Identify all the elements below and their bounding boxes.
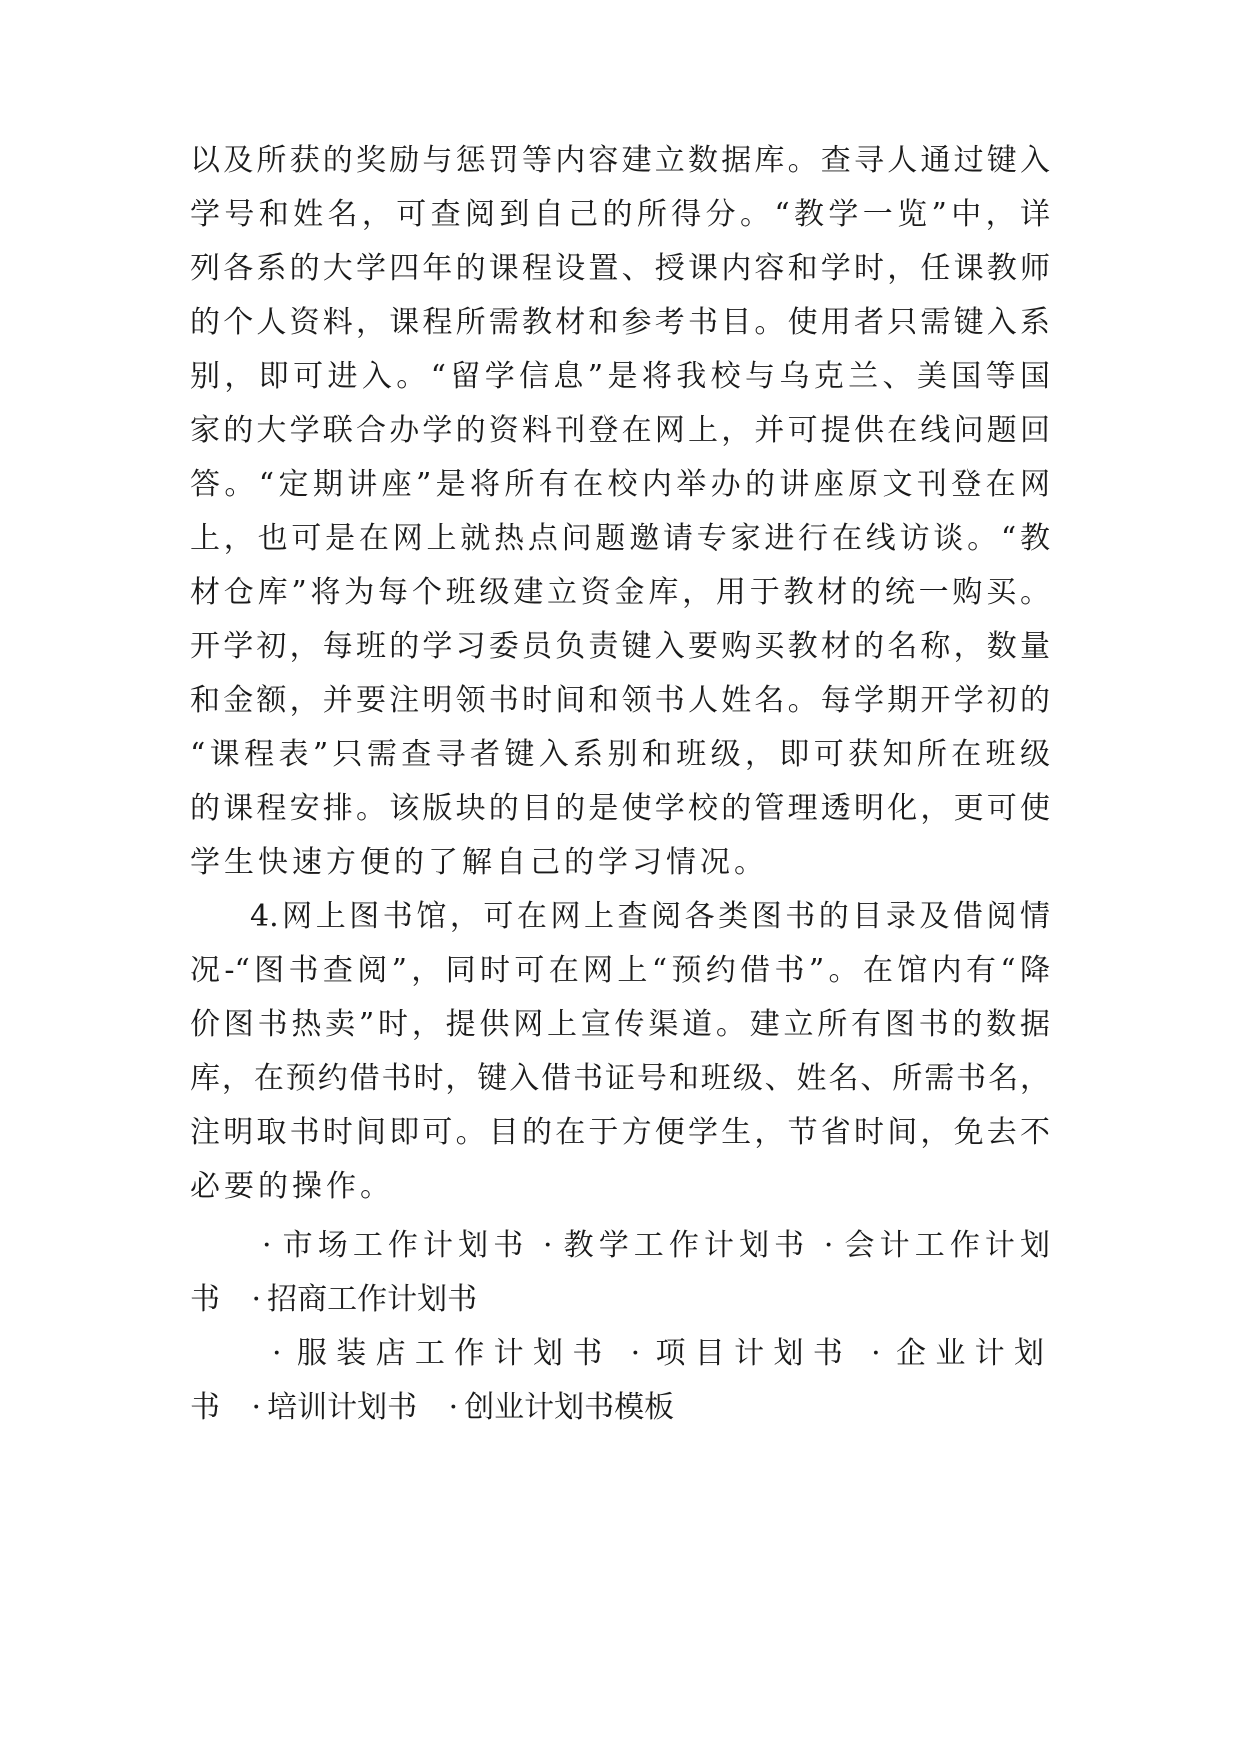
related-links-row [272, 1334, 1050, 1374]
related-link[interactable] [631, 1336, 853, 1371]
bullet: · [823, 1228, 834, 1263]
link-label: 招商工作计划书 [267, 1282, 478, 1317]
link-label: 会计工作计划 [839, 1228, 1051, 1263]
paragraph-line: 库，在预约借书时，键入借书证号和班级、姓名、所需书名， [190, 1061, 1050, 1096]
paragraph-line: 列各系的大学四年的课程设置、授课内容和学时，任课教师 [190, 251, 1050, 286]
paragraph-line: 必要的操作。 [190, 1169, 394, 1204]
paragraph-line: 注明取书时间即可。目的在于方便学生，节省时间，免去不 [190, 1115, 1050, 1150]
paragraph-line: 别，即可进入。“留学信息”是将我校与乌克兰、美国等国 [190, 359, 1050, 394]
paragraph-line: 的个人资料，课程所需教材和参考书目。使用者只需键入系 [190, 305, 1050, 340]
link-label: 创业计划书模板 [464, 1390, 675, 1425]
bullet: · [871, 1336, 887, 1371]
bullet: · [272, 1336, 288, 1371]
paragraph-line: 和金额，并要注明领书时间和领书人姓名。每学期开学初的 [190, 683, 1050, 718]
link-label: 服装店工作计划书 [293, 1336, 612, 1371]
link-label: 项目计划书 [652, 1336, 853, 1371]
link-label: 市场工作计划书 [277, 1228, 529, 1263]
related-link[interactable] [449, 1390, 675, 1425]
related-link[interactable] [272, 1336, 612, 1371]
related-link[interactable] [824, 1228, 1050, 1263]
link-label: 培训计划书 [267, 1390, 418, 1425]
related-link-continuation[interactable]: 书 [190, 1282, 220, 1317]
related-link[interactable] [252, 1282, 478, 1317]
paragraph-line: 4.网上图书馆，可在网上查阅各类图书的目录及借阅情 [250, 899, 1050, 934]
related-link-continuation[interactable]: 书 [190, 1390, 220, 1425]
paragraph-line: 开学初，每班的学习委员负责键入要购买教材的名称，数量 [190, 629, 1050, 664]
bullet: · [448, 1390, 459, 1425]
paragraph-line: 答。“定期讲座”是将所有在校内举办的讲座原文刊登在网 [190, 467, 1050, 502]
paragraph-line: 学号和姓名，可查阅到自己的所得分。“教学一览”中，详 [190, 197, 1050, 232]
related-links-row [190, 1388, 1050, 1428]
paragraph-line: 况-“图书查阅”，同时可在网上“预约借书”。在馆内有“降 [190, 953, 1050, 988]
paragraph-line: 以及所获的奖励与惩罚等内容建立数据库。查寻人通过键入 [190, 143, 1050, 178]
paragraph-line: 的课程安排。该版块的目的是使学校的管理透明化，更可使 [190, 791, 1050, 826]
related-links-row [190, 1280, 1050, 1320]
related-link[interactable] [543, 1228, 809, 1263]
bullet: · [251, 1282, 262, 1317]
bullet: · [630, 1336, 647, 1371]
link-label: 教学工作计划书 [558, 1228, 810, 1263]
link-label: 企业计划 [892, 1336, 1051, 1371]
paragraph-line: 家的大学联合办学的资料刊登在网上，并可提供在线问题回 [190, 413, 1050, 448]
bullet: · [251, 1390, 262, 1425]
paragraph-line: 上，也可是在网上就热点问题邀请专家进行在线访谈。“教 [190, 521, 1050, 556]
bullet: · [542, 1228, 553, 1263]
paragraph-line: “课程表”只需查寻者键入系别和班级，即可获知所在班级 [190, 737, 1050, 772]
bullet: · [262, 1228, 272, 1263]
related-link[interactable] [262, 1228, 528, 1263]
paragraph-line: 价图书热卖”时，提供网上宣传渠道。建立所有图书的数据 [190, 1007, 1050, 1042]
paragraph-line: 学生快速方便的了解自己的学习情况。 [190, 845, 768, 880]
paragraph-line: 材仓库”将为每个班级建立资金库，用于教材的统一购买。 [190, 575, 1050, 610]
related-links-row [262, 1226, 1050, 1266]
related-link[interactable] [871, 1336, 1050, 1371]
related-link[interactable] [252, 1390, 418, 1425]
